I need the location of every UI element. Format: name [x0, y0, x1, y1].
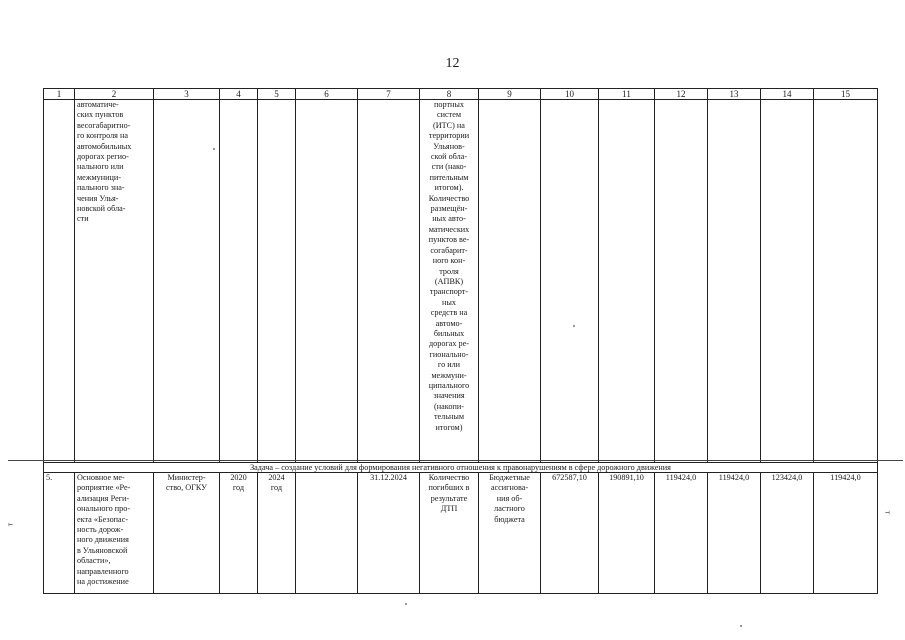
funding-source-cell: Бюджетные ассигнова- ния об- ластного бюджета: [479, 473, 541, 594]
end-year-cell: 2024 год: [258, 473, 296, 594]
col-number: 11: [599, 89, 655, 100]
indicator-cell: Количество погибших в результате ДТП: [420, 473, 479, 594]
page-number: 12: [445, 56, 460, 71]
col-number: 14: [761, 89, 814, 100]
page-fold-line: [8, 460, 903, 461]
indicator-cell: портных систем (ИТС) на территории Ульянов- ской обла- сти (нако- пительным итогом). Количество размещён- ных авто- матических пунктов ве- согабарит- ного кон- троля (АПВК) транспорт- ных средств на автомо- бильных дорогах ре- гионально- го или межмуни- ципального значения (накопи- тельным итогом): [420, 100, 479, 463]
col-number: 13: [708, 89, 761, 100]
col-number: 1: [44, 89, 75, 100]
amount-cell: 119424,0: [708, 473, 761, 594]
amount-cell: 119424,0: [814, 473, 878, 594]
amount-total-cell: 672587,10: [541, 473, 599, 594]
task-row: [44, 463, 878, 473]
executor-cell: Министер- ство, ОГКУ: [154, 473, 220, 594]
margin-mark-left: т: [5, 522, 15, 527]
col-number: 15: [814, 89, 878, 100]
col-number: 2: [75, 89, 154, 100]
program-table: [43, 88, 878, 594]
row-number: 5.: [44, 473, 75, 594]
col-number: 8: [420, 89, 479, 100]
margin-mark-right: т: [883, 510, 893, 515]
scan-speck: [573, 325, 575, 327]
col-number: 6: [296, 89, 358, 100]
col-number: 4: [220, 89, 258, 100]
col-number: 3: [154, 89, 220, 100]
start-year-cell: 2020 год: [220, 473, 258, 594]
measure-name-cell: Основное ме- роприятие «Ре- ализация Реги- онального про- екта «Безопас- ность дорож- ного движения в Ульяновской области», направленного на достижение: [75, 473, 154, 594]
col-number: 7: [358, 89, 420, 100]
col-number: 5: [258, 89, 296, 100]
table-row: [44, 473, 878, 594]
col-number: 12: [655, 89, 708, 100]
date-cell: 31.12.2024: [358, 473, 420, 594]
task-heading: Задача – создание условий для формирования негативного отношения к правонарушениям в сфере дорожного движения: [44, 463, 878, 473]
scan-speck: [405, 603, 407, 605]
table-row: [44, 100, 878, 463]
amount-cell: 119424,0: [655, 473, 708, 594]
col-number: 9: [479, 89, 541, 100]
col-number: 10: [541, 89, 599, 100]
amount-cell: 190891,10: [599, 473, 655, 594]
scan-speck: [213, 148, 215, 150]
measure-name-cell: автоматиче- ских пунктов весогабаритно- го контроля на автомобильных дорогах регио- нального или межмуници- пального зна- чения Улья- новской обла- сти: [75, 100, 154, 463]
empty-cell: [296, 473, 358, 594]
scan-speck: [740, 625, 742, 627]
amount-cell: 123424,0: [761, 473, 814, 594]
column-number-row: [44, 89, 878, 100]
